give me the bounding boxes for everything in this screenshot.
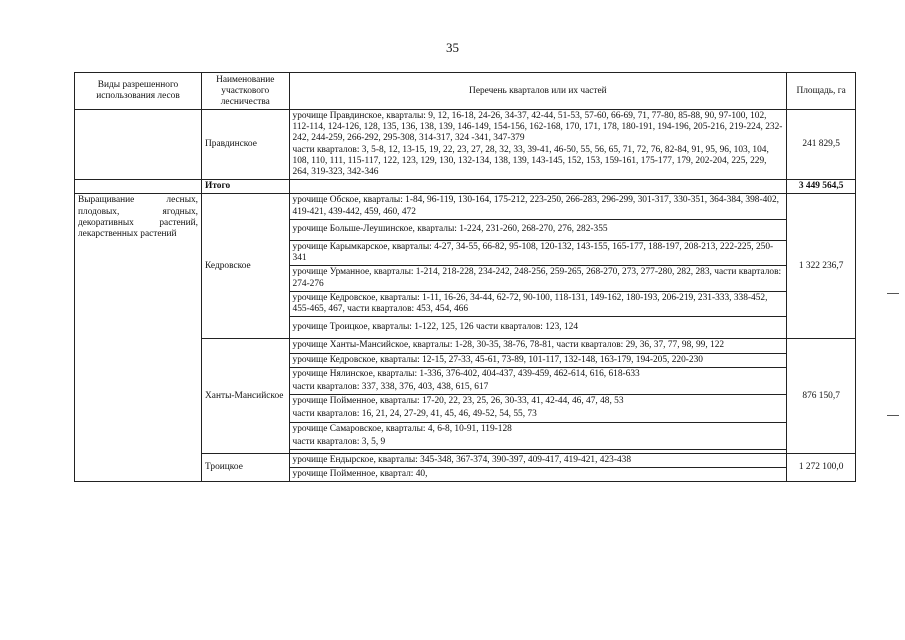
- blocks-cell: [289, 110, 787, 180]
- blocks-cell: урочище Урманное, кварталы: 1-214, 218-228, 234-242, 248-256, 259-265, 268-270, 273, 277-280, 282, 283, части кварталов: 274-276: [289, 266, 787, 291]
- forestry-name: Правдинское: [202, 110, 289, 180]
- blocks-cell: части кварталов: 16, 21, 24, 27-29, 41, 45, 46, 49-52, 54, 55, 73: [289, 408, 787, 422]
- blocks-cell: урочище Кедровское, кварталы: 1-11, 16-26, 34-44, 62-72, 90-100, 118-131, 149-162, 180-193, 206-219, 231-333, 338-452, 455-465, 467, части кварталов: 453, 454, 466: [289, 291, 787, 316]
- header-use-types: Виды разрешенного использования лесов: [75, 73, 202, 110]
- blocks-cell: урочище Нялинское, кварталы: 1-336, 376-402, 404-437, 439-459, 462-614, 616, 618-633: [289, 367, 787, 381]
- header-area: Площадь, га: [787, 73, 856, 110]
- blocks-cell: части кварталов: 3, 5, 9: [289, 436, 787, 450]
- area-value: 1 322 236,7: [787, 194, 856, 339]
- blocks-cell: части кварталов: 337, 338, 376, 403, 438, 615, 617: [289, 381, 787, 395]
- blocks-cell: урочище Обское, кварталы: 1-84, 96-119, 130-164, 175-212, 223-250, 266-283, 296-299, 301-317, 330-351, 364-384, 398-402, 419-421, 439-442, 459, 460, 472: [289, 194, 787, 219]
- page-number: 35: [446, 40, 459, 55]
- area-value: 876 150,7: [787, 339, 856, 454]
- blocks-cell: урочище Больше-Леушинское, кварталы: 1-224, 231-260, 268-270, 276, 282-355: [289, 219, 787, 240]
- forestry-name: Ханты-Мансийское: [202, 339, 289, 454]
- margin-mark: [887, 293, 899, 294]
- blocks-cell: урочище Самаровское, кварталы: 4, 6-8, 10-91, 119-128: [289, 422, 787, 436]
- margin-mark: [887, 415, 899, 416]
- blocks-cell: урочище Троицкое, кварталы: 1-122, 125, 126 части кварталов: 123, 124: [289, 317, 787, 339]
- header-blocks: Перечень кварталов или их частей: [289, 73, 787, 110]
- blocks-parts-text: части кварталов: 3, 5-8, 12, 13-15, 19, 22, 23, 27, 28, 32, 33, 39-41, 46-50, 55, 56, 65, 71, 72, 76, 82-84, 91, 95, 96, 103, 104, 108, 110, 111, 115-117, 122, 123, 129, 130, 132-134, 138, 139, 143-145, 152, 153, 159-161, 175-177, 179, 202-204, 225, 229, 264, 319-323, 342-346: [292, 144, 769, 178]
- blocks-cell: урочище Кедровское, кварталы: 12-15, 27-33, 45-61, 73-89, 101-117, 132-148, 163-179, 194-205, 220-230: [289, 353, 787, 367]
- forestry-name: Кедровское: [202, 194, 289, 339]
- use-type-cell: Выращивание лесных, плодовых, ягодных, декоративных растений, лекарственных растений: [75, 194, 202, 482]
- blocks-text: урочище Правдинское, кварталы: 9, 12, 16-18, 24-26, 34-37, 42-44, 51-53, 57-60, 66-69, 71, 77-80, 85-88, 90, 97-100, 102, 112-114, 124-126, 128, 135, 136, 138, 139, 146-149, 154-156, 162-168, 170, 171, 178, 180-191, 194-196, 205-216, 219-224, 232-242, 244-259, 266-292, 295-308, 314-317, 324 -341, 347-379: [292, 111, 783, 144]
- table-header-row: [75, 73, 856, 110]
- total-row: [75, 180, 856, 194]
- total-label: Итого: [202, 180, 289, 194]
- use-type-cell-empty: [75, 110, 202, 180]
- area-value: 1 272 100,0: [787, 454, 856, 482]
- total-blocks-empty: [289, 180, 787, 194]
- blocks-cell: урочище Ханты-Мансийское, кварталы: 1-28, 30-35, 38-76, 78-81, части кварталов: 29, 36, 37, 77, 98, 99, 122: [289, 339, 787, 353]
- blocks-cell: урочище Карымкарское, кварталы: 4-27, 34-55, 66-82, 95-108, 120-132, 143-155, 165-177, 188-197, 208-213, 222-225, 250-341: [289, 241, 787, 266]
- blocks-cell: урочище Пойменное, квартал: 40,: [289, 468, 787, 482]
- blocks-cell: урочище Ендырское, кварталы: 345-348, 367-374, 390-397, 409-417, 419-421, 423-438: [289, 454, 787, 468]
- forestry-name: Троицкое: [202, 454, 289, 482]
- area-value: 241 829,5: [787, 110, 856, 180]
- forest-use-table: [74, 72, 856, 482]
- total-area: 3 449 564,5: [787, 180, 856, 194]
- header-forestry: Наименование участкового лесничества: [202, 73, 289, 110]
- blocks-cell: урочище Пойменное, кварталы: 17-20, 22, 23, 25, 26, 30-33, 41, 42-44, 46, 47, 48, 53: [289, 395, 787, 409]
- table-row: [75, 194, 856, 219]
- table-row: [75, 110, 856, 180]
- total-empty-cell: [75, 180, 202, 194]
